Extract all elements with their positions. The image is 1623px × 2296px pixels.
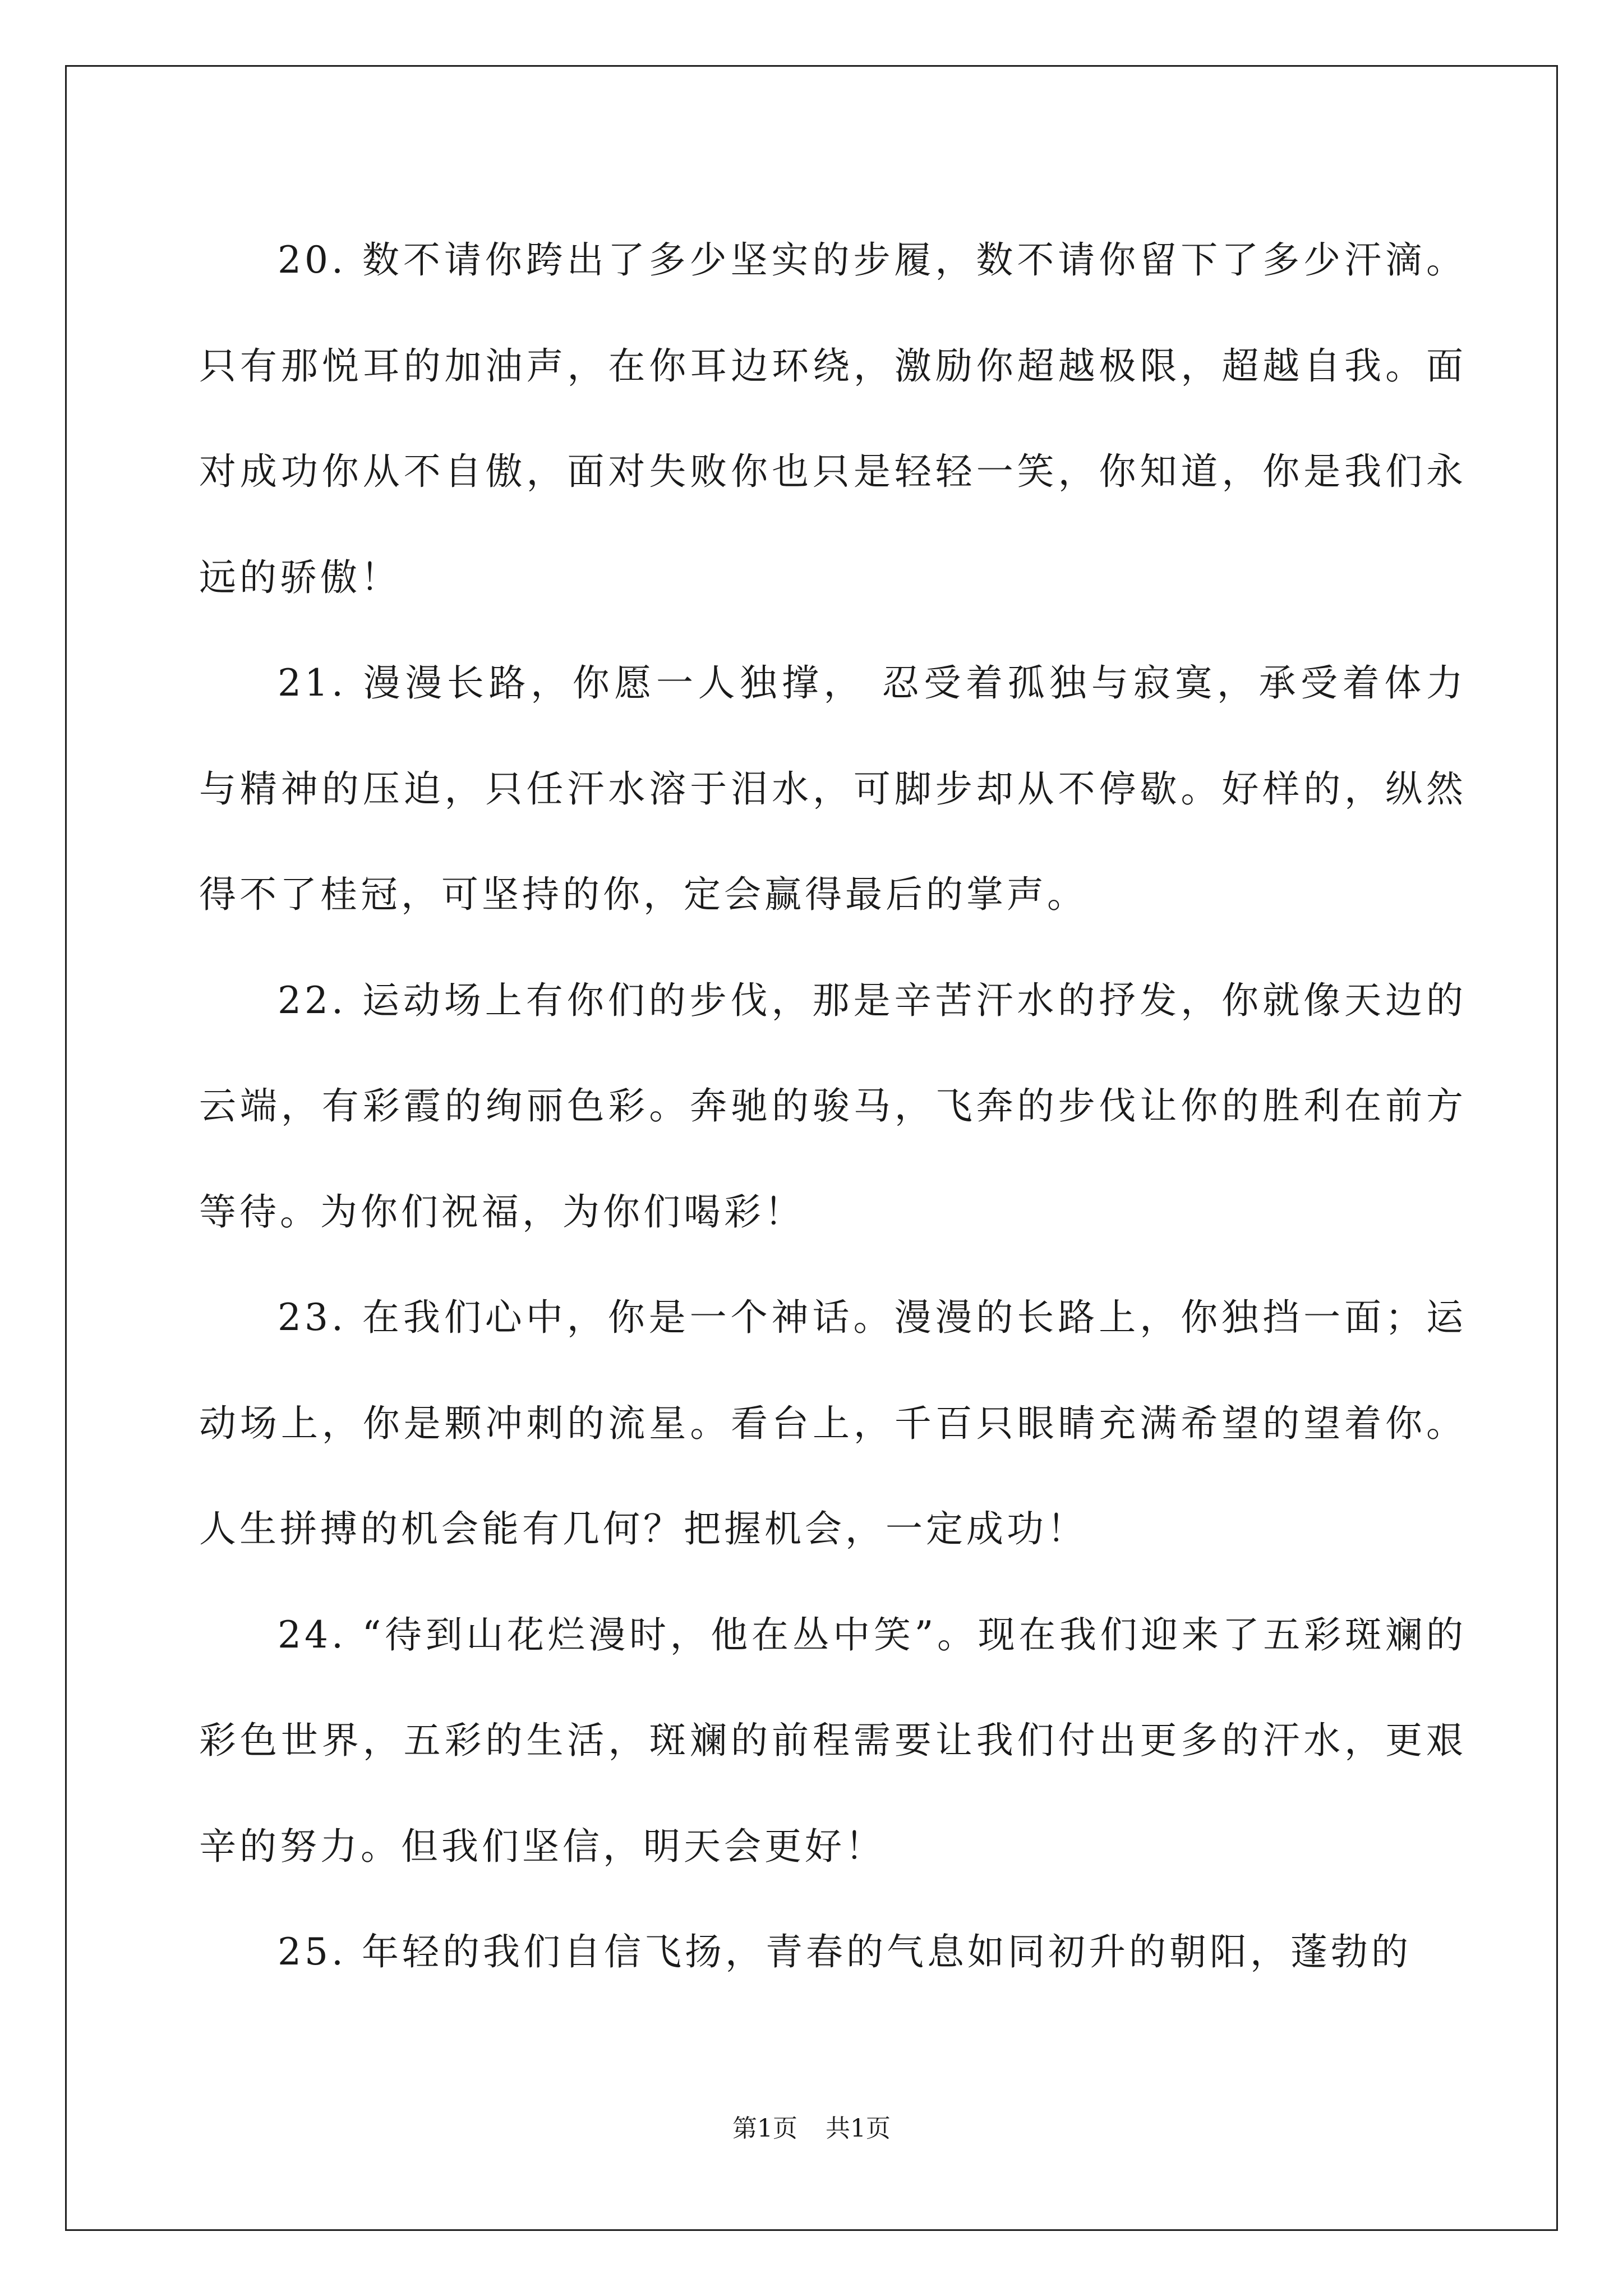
- paragraph-23: 23. 在我们心中，你是一个神话。漫漫的长路上，你独挡一面；运动场上，你是颗冲刺的流星。看台上，千百只眼睛充满希望的望着你。人生拼搏的机会能有几何？把握机会，一定成功！: [199, 1296, 1467, 1550]
- paragraph-20: 20. 数不请你跨出了多少坚实的步履，数不请你留下了多少汗滴。只有那悦耳的加油声，在你耳边环绕，激励你超越极限，超越自我。面对成功你从不自傲，面对失败你也只是轻轻一笑，你知道，你是我们永远的骄傲！: [199, 238, 1467, 599]
- page-total: 共1页: [826, 2114, 891, 2143]
- paragraph-24: 24. “待到山花烂漫时，他在丛中笑”。现在我们迎来了五彩斑斓的彩色世界，五彩的生活，斑斓的前程需要让我们付出更多的汗水，更艰辛的努力。但我们坚信，明天会更好！: [199, 1613, 1467, 1868]
- paragraph-25: 25. 年轻的我们自信飞扬，青春的气息如同初升的朝阳，蓬勃的: [278, 1930, 1412, 1973]
- page-footer: [0, 2108, 1623, 2144]
- paragraph-22: 22. 运动场上有你们的步伐，那是辛苦汗水的抒发，你就像天边的云端，有彩霞的绚丽色彩。奔驰的骏马，飞奔的步伐让你的胜利在前方等待。为你们祝福，为你们喝彩！: [199, 978, 1467, 1234]
- document-body: [199, 208, 1467, 2005]
- page-number: 第1页: [732, 2114, 797, 2143]
- paragraph-21: 21. 漫漫长路，你愿一人独撑， 忍受着孤独与寂寞，承受着体力与精神的压迫，只任汗水溶于泪水，可脚步却从不停歇。好样的，纵然得不了桂冠，可坚持的你，定会赢得最后的掌声。: [199, 661, 1467, 916]
